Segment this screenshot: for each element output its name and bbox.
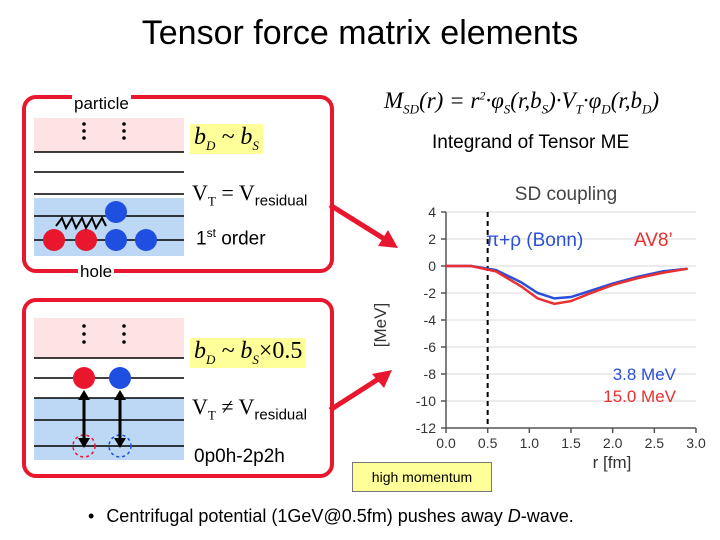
bd-bs-scaled-relation: $b_D$ ~ $b_S\times 0.5$ — [190, 338, 306, 368]
y-tick-label: 0 — [428, 258, 436, 274]
particle-label: particle — [74, 94, 129, 113]
x-tick-label: 2.5 — [644, 435, 665, 451]
footnote: • Centrifugal potential (1GeV@0.5fm) pushes away D-wave. — [88, 506, 574, 526]
x-tick-label: 1.0 — [519, 435, 540, 451]
vt-relation: $V_T = V_{residual}$ — [192, 180, 308, 210]
slide-title: Tensor force matrix elements — [141, 14, 579, 52]
legend-bonn: π+ρ (Bonn) — [486, 230, 584, 251]
value-av8: 15.0 MeV — [603, 387, 676, 406]
x-tick-label: 0.0 — [436, 435, 456, 451]
x-tick-label: 3.0 — [686, 435, 706, 451]
x-tick-label: 0.5 — [477, 435, 498, 451]
hole-label: hole — [80, 262, 113, 281]
legend-av8: AV8’ — [634, 230, 673, 251]
order-label: 1st order — [196, 226, 266, 250]
y-tick-label: -8 — [423, 366, 436, 382]
matrix-element-formula: $M_{SD}(r) = r^2\cdot\varphi_S(r,b_S)\cdot V_T\cdot\varphi_D(r,b_D)$ — [384, 88, 660, 117]
y-tick-label: -2 — [423, 285, 436, 301]
vt-not-residual: $V_T \ne V_{residual}$ — [192, 394, 307, 424]
y-tick-label: -6 — [423, 339, 436, 355]
x-tick-label: 2.0 — [602, 435, 623, 451]
y-tick-label: -4 — [423, 312, 436, 328]
high-momentum-label: high momentum — [352, 462, 492, 492]
value-bonn: 3.8 MeV — [612, 365, 676, 384]
y-tick-label: 2 — [428, 231, 436, 247]
y-tick-label: 4 — [428, 204, 436, 220]
y-tick-label: -12 — [415, 420, 436, 436]
x-tick-label: 1.5 — [561, 435, 581, 451]
config-label: 0p0h-2p2h — [194, 446, 285, 467]
series-line-blue — [446, 266, 688, 298]
y-tick-label: -10 — [415, 393, 436, 409]
chart-series — [446, 266, 688, 304]
integrand-label: Integrand of Tensor ME — [432, 132, 630, 153]
chart-ylabel: [MeV] — [371, 302, 390, 348]
chart-title: SD coupling — [514, 184, 618, 205]
chart-xlabel: r [fm] — [592, 453, 632, 472]
bd-bs-relation: $b_D$ ~ $b_S$ — [190, 124, 263, 154]
